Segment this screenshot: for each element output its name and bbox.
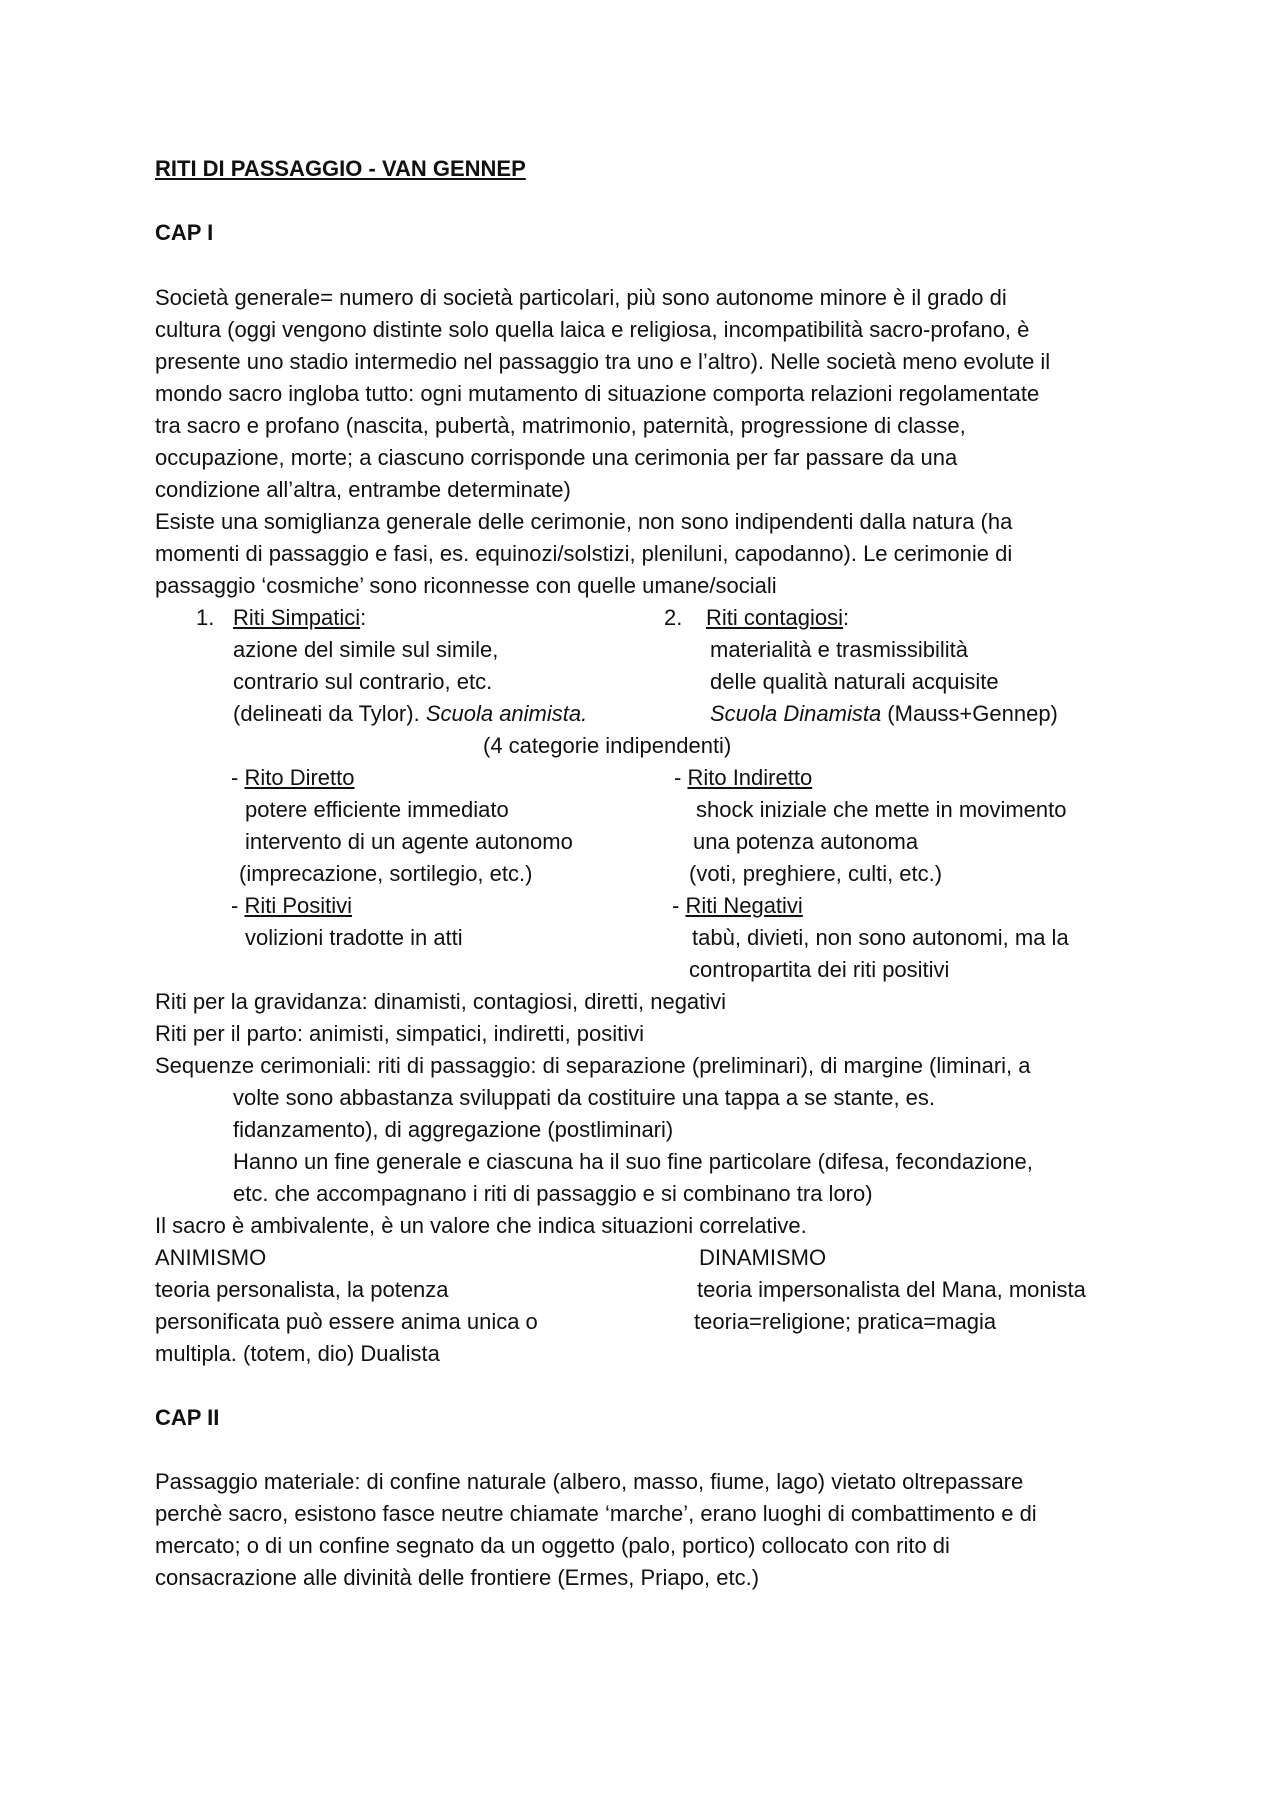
- riti-negativi-heading: - Riti Negativi: [672, 893, 803, 918]
- list-number: 1.: [196, 605, 215, 630]
- rito-indiretto-heading: - Rito Indiretto: [674, 765, 813, 790]
- text-line: consacrazione alle divinità delle frontiere (Ermes, Priapo, etc.): [155, 1565, 760, 1590]
- text-line: volizioni tradotte in atti: [245, 925, 463, 950]
- text-line: mondo sacro ingloba tutto: ogni mutamento di situazione comporta relazioni regolamentate: [155, 381, 1040, 406]
- text-line: teoria personalista, la potenza: [155, 1277, 449, 1302]
- text-line: (delineati da Tylor). Scuola animista.: [233, 701, 588, 726]
- text-line: fidanzamento), di aggregazione (postliminari): [233, 1117, 674, 1142]
- text-line: potere efficiente immediato: [245, 797, 509, 822]
- text-line: (imprecazione, sortilegio, etc.): [239, 861, 533, 886]
- text-line: (voti, preghiere, culti, etc.): [689, 861, 943, 886]
- text-line: Esiste una somiglianza generale delle cerimonie, non sono indipendenti dalla natura (ha: [155, 509, 1013, 534]
- riti-simpatici-heading: Riti Simpatici:: [233, 605, 367, 630]
- animismo-heading: ANIMISMO: [155, 1245, 267, 1270]
- text-line: volte sono abbastanza sviluppati da costituire una tappa a se stante, es.: [233, 1085, 936, 1110]
- text-line: tra sacro e profano (nascita, pubertà, matrimonio, paternità, progressione di classe,: [155, 413, 966, 438]
- text-line: cultura (oggi vengono distinte solo quella laica e religiosa, incompatibilità sacro-profano, è: [155, 317, 1030, 342]
- dinamismo-heading: DINAMISMO: [699, 1245, 827, 1270]
- text-line: teoria impersonalista del Mana, monista: [697, 1277, 1086, 1302]
- riti-positivi-heading: - Riti Positivi: [231, 893, 353, 918]
- rito-diretto-heading: - Rito Diretto: [231, 765, 355, 790]
- text-line: Scuola Dinamista (Mauss+Gennep): [710, 701, 1058, 726]
- text-line: Società generale= numero di società particolari, più sono autonome minore è il grado di: [155, 285, 1007, 310]
- text-line: contrario sul contrario, etc.: [233, 669, 493, 694]
- text-line: materialità e trasmissibilità: [710, 637, 968, 662]
- categories-note: (4 categorie indipendenti): [483, 733, 732, 758]
- text-line: contropartita dei riti positivi: [689, 957, 950, 982]
- chapter-heading: CAP I: [155, 220, 214, 245]
- text-line: teoria=religione; pratica=magia: [694, 1309, 997, 1334]
- text-line: tabù, divieti, non sono autonomi, ma la: [692, 925, 1069, 950]
- riti-contagiosi-heading: Riti contagiosi:: [706, 605, 850, 630]
- text-line: Sequenze cerimoniali: riti di passaggio: di separazione (preliminari), di margine (liminari, a: [155, 1053, 1031, 1078]
- text-line: personificata può essere anima unica o: [155, 1309, 538, 1334]
- text-line: Riti per la gravidanza: dinamisti, contagiosi, diretti, negativi: [155, 989, 727, 1014]
- text-line: una potenza autonoma: [693, 829, 919, 854]
- document-title: RITI DI PASSAGGIO - VAN GENNEP: [155, 156, 526, 181]
- text-line: delle qualità naturali acquisite: [710, 669, 999, 694]
- text-line: passaggio ‘cosmiche’ sono riconnesse con quelle umane/sociali: [155, 573, 777, 598]
- text-line: azione del simile sul simile,: [233, 637, 499, 662]
- text-line: momenti di passaggio e fasi, es. equinozi/solstizi, pleniluni, capodanno). Le cerimonie di: [155, 541, 1013, 566]
- text-line: multipla. (totem, dio) Dualista: [155, 1341, 440, 1366]
- text-line: occupazione, morte; a ciascuno corrisponde una cerimonia per far passare da una: [155, 445, 958, 470]
- text-line: condizione all’altra, entrambe determinate): [155, 477, 571, 502]
- text-line: intervento di un agente autonomo: [245, 829, 573, 854]
- list-number: 2.: [664, 605, 683, 630]
- text-line: Il sacro è ambivalente, è un valore che indica situazioni correlative.: [155, 1213, 807, 1238]
- chapter-heading: CAP II: [155, 1405, 220, 1430]
- text-line: Riti per il parto: animisti, simpatici, indiretti, positivi: [155, 1021, 645, 1046]
- text-line: mercato; o di un confine segnato da un oggetto (palo, portico) collocato con rito di: [155, 1533, 950, 1558]
- text-line: perchè sacro, esistono fasce neutre chiamate ‘marche’, erano luoghi di combattimento e di: [155, 1501, 1037, 1526]
- text-line: presente uno stadio intermedio nel passaggio tra uno e l’altro). Nelle società meno evolute il: [155, 349, 1051, 374]
- text-line: shock iniziale che mette in movimento: [696, 797, 1067, 822]
- text-line: Hanno un fine generale e ciascuna ha il suo fine particolare (difesa, fecondazione,: [233, 1149, 1033, 1174]
- text-line: etc. che accompagnano i riti di passaggio e si combinano tra loro): [233, 1181, 873, 1206]
- text-line: Passaggio materiale: di confine naturale (albero, masso, fiume, lago) vietato oltrepassare: [155, 1469, 1024, 1494]
